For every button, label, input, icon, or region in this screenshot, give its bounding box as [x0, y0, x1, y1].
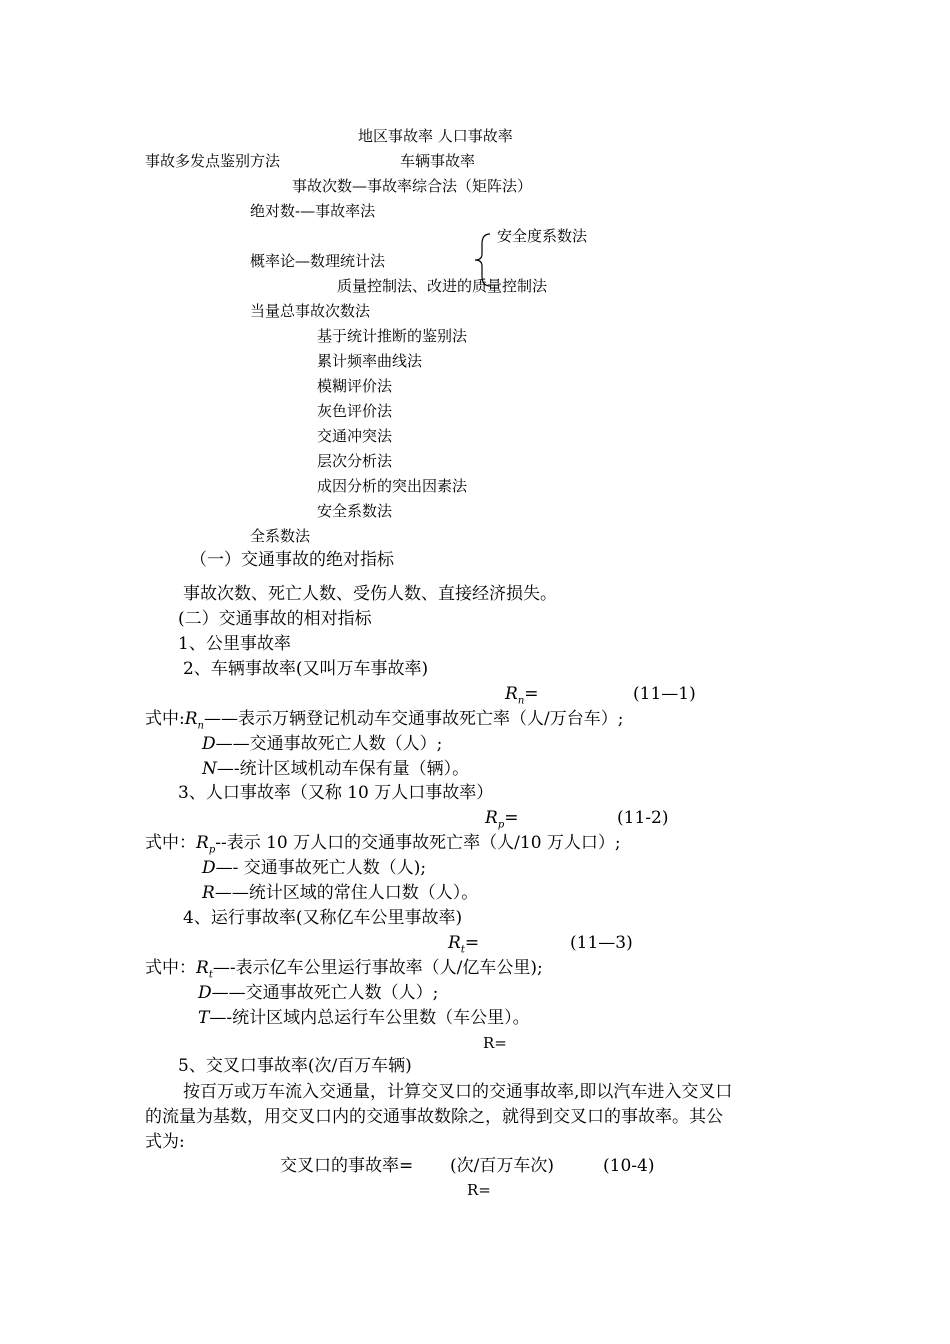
tree-line-cumulative-frequency: 累计频率曲线法 — [317, 352, 423, 370]
formula-rp: $R_p=$ — [485, 808, 519, 831]
formula-number-11-1: (11—1) — [633, 684, 696, 704]
tree-line-statistical-inference: 基于统计推断的鉴别法 — [317, 327, 468, 345]
definition-r: R——统计区域的常住人口数（人）。 — [202, 883, 479, 903]
definition-rn: 式中$:R_n——$表示万辆登记机动车交通事故死亡率（人/万台车）; — [145, 709, 624, 732]
tree-line-safety-coefficient: 安全系数法 — [317, 502, 393, 520]
tree-line-vehicle-rate: 车辆事故率 — [400, 152, 476, 170]
definition-rt: 式中：$R_t—-$表示亿车公里运行事故率（人/亿车公里); — [145, 958, 543, 981]
formula-r-2: R= — [467, 1181, 491, 1199]
definition-rp: 式中：$R_p--$表示 10 万人口的交通事故死亡率（人/10 万人口）; — [145, 833, 621, 856]
tree-line-probability: 概率论—数理统计法 — [250, 252, 386, 270]
formula-intersection-unit: (次/百万车次) — [450, 1156, 554, 1176]
formula-number-10-4: (10-4) — [603, 1156, 655, 1176]
formula-rt: $R_t=$ — [448, 933, 480, 956]
tree-line-fuzzy: 模糊评价法 — [317, 377, 393, 395]
paragraph-absolute-indicators: 事故次数、死亡人数、受伤人数、直接经济损失。 — [183, 584, 557, 604]
tree-line-ahp: 层次分析法 — [317, 452, 393, 470]
paragraph-line-2: 的流量为基数，用交叉口内的交通事故数除之，就得到交叉口的事故率。其公 — [145, 1107, 723, 1127]
formula-intersection-lhs: 交叉口的事故率= — [280, 1156, 414, 1176]
section-heading-absolute: （一）交通事故的绝对指标 — [190, 550, 394, 570]
definition-d-1: D——交通事故死亡人数（人）; — [202, 734, 443, 754]
tree-line-full-coefficient: 全系数法 — [250, 527, 311, 545]
item-km-rate: 1、公里事故率 — [178, 634, 291, 654]
tree-line-grey: 灰色评价法 — [317, 402, 393, 420]
tree-root-label: 事故多发点鉴别方法 — [145, 152, 281, 170]
formula-number-11-3: (11—3) — [570, 933, 633, 953]
tree-line-equivalent: 当量总事故次数法 — [250, 302, 371, 320]
section-heading-relative: (二）交通事故的相对指标 — [178, 609, 372, 629]
formula-r-1: R= — [483, 1034, 507, 1052]
tree-line-safety-degree: 安全度系数法 — [497, 227, 588, 245]
paragraph-line-1: 按百万或万车流入交通量，计算交叉口的交通事故率,即以汽车进入交叉口 — [183, 1082, 733, 1102]
paragraph-line-3: 式为: — [145, 1132, 185, 1152]
item-intersection-rate: 5、交叉口事故率(次/百万车辆) — [178, 1056, 412, 1076]
definition-d-3: D——交通事故死亡人数（人）; — [198, 983, 439, 1003]
tree-line-quality-control: 质量控制法、改进的质量控制法 — [337, 277, 548, 295]
formula-rn: $R_n=$ — [505, 684, 539, 707]
definition-t: T—-统计区域内总运行车公里数（车公里）。 — [198, 1008, 530, 1028]
tree-line-matrix-method: 事故次数—事故率综合法（矩阵法） — [292, 177, 533, 195]
tree-line-conflict: 交通冲突法 — [317, 427, 393, 445]
tree-line-regional-rate: 地区事故率 人口事故率 — [358, 127, 513, 145]
definition-n: N—-统计区域机动车保有量（辆）。 — [202, 759, 470, 779]
item-operation-rate: 4、运行事故率(又称亿车公里事故率) — [183, 908, 463, 928]
tree-line-causal: 成因分析的突出因素法 — [317, 477, 468, 495]
definition-d-2: D—- 交通事故死亡人数（人); — [202, 858, 427, 878]
item-population-rate: 3、人口事故率（又称 10 万人口事故率） — [178, 783, 494, 803]
item-vehicle-rate: 2、车辆事故率(又叫万车事故率) — [183, 659, 429, 679]
formula-number-11-2: (11-2) — [617, 808, 669, 828]
tree-line-absolute-method: 绝对数-—事故率法 — [250, 202, 376, 220]
